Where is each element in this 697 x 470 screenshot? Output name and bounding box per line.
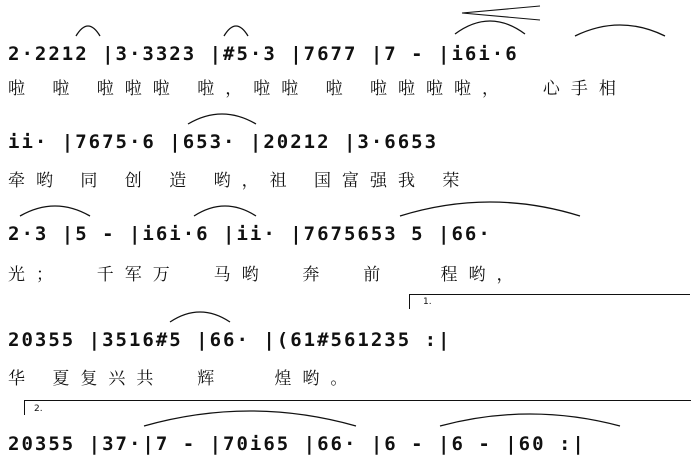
notation-line-5: 20355 |37·|7 - |70i65 |66· |6 - |6 - |60 :| bbox=[8, 433, 586, 455]
notation-line-3: 2·3 |5 - |i6i·6 |ii· |7675653 5 |66· bbox=[8, 223, 492, 245]
lyrics-line-1: 啦 啦 啦啦啦 啦，啦啦 啦 啦啦啦啦， 心手相 bbox=[8, 79, 627, 99]
notation-line-4: 20355 |3516#5 |66· |(61#561235 :| bbox=[8, 329, 452, 351]
notation-line-2: ii· |7675·6 |653· |20212 |3·6653 bbox=[8, 131, 439, 153]
notation-line-1: 2·2212 |3·3323 |#5·3 |7677 |7 - |i6i·6 bbox=[8, 43, 519, 65]
first-ending-label: 1. bbox=[423, 297, 432, 307]
lyrics-line-2: 牵哟 同 创 造 哟，祖 国富强我 荣 bbox=[8, 171, 471, 191]
second-ending-label: 2. bbox=[34, 404, 43, 414]
lyrics-line-4: 华 夏复兴共 辉 煌哟。 bbox=[8, 369, 359, 389]
lyrics-line-3: 光； 千军万 马哟 奔 前 程哟， bbox=[8, 265, 525, 285]
